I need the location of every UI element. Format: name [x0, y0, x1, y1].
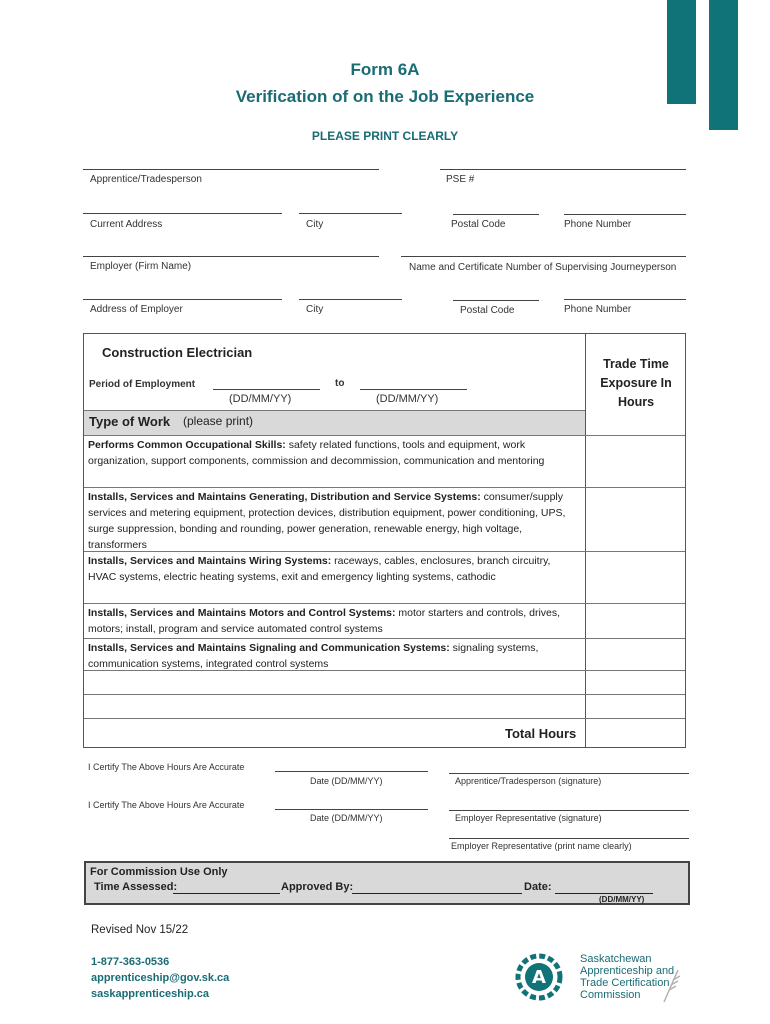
work-row-0: [84, 435, 585, 487]
wheat-logo-icon: [660, 966, 690, 1004]
work-row-2: [84, 551, 585, 603]
date1-line[interactable]: [275, 771, 428, 772]
contact-phone: 1-877-363-0536: [91, 956, 170, 968]
form-number: Form 6A: [350, 60, 420, 79]
commission-date-format: (DD/MM/YY): [599, 895, 645, 904]
current-address-label: Current Address: [90, 219, 163, 230]
supervisor-label: Name and Certificate Number of Supervising Journeyperson: [409, 262, 677, 273]
date2-label: Date (DD/MM/YY): [310, 813, 383, 823]
postal1-label: Postal Code: [451, 219, 506, 230]
hours-divider-5: [585, 670, 685, 671]
work-row-0-text: safety related functions, tools and equipment, work organization, support components, commission and decommission, communication and mentoring: [88, 439, 545, 467]
postal2-line[interactable]: [453, 300, 539, 301]
contact-website[interactable]: saskapprenticeship.ca: [91, 988, 210, 1000]
to-label: to: [335, 378, 345, 389]
apprentice-line[interactable]: [83, 169, 379, 170]
hours-divider-6: [585, 694, 685, 695]
approved-by-label: Approved By:: [281, 881, 354, 893]
total-divider: [84, 718, 685, 719]
work-row-4-title: Installs, Services and Maintains Signaling and Communication Systems:: [88, 642, 450, 654]
date2-line[interactable]: [275, 809, 428, 810]
postal1-line[interactable]: [453, 214, 539, 215]
sig2-line[interactable]: [449, 810, 689, 811]
logo-line-3: Trade Certification: [580, 977, 670, 989]
type-of-work-header: [84, 410, 585, 435]
period-start-line[interactable]: [213, 389, 320, 390]
trade-name: Construction Electrician: [102, 345, 253, 360]
work-row-1: [84, 487, 585, 551]
work-row-3-text: motor starters and controls, drives, motors; install, program and service automated control systems: [88, 607, 561, 635]
work-row-3: [84, 603, 585, 638]
apprentice-label: Apprentice/Tradesperson: [90, 174, 202, 185]
certify-statement-2: I Certify The Above Hours Are Accurate: [88, 800, 245, 810]
employer-address-line[interactable]: [83, 299, 282, 300]
time-assessed-label: Time Assessed:: [94, 881, 178, 893]
type-of-work-label: Type of Work: [89, 414, 171, 429]
commission-date-label: Date:: [524, 881, 552, 893]
print-notice: PLEASE PRINT CLEARLY: [311, 129, 459, 143]
period-label: Period of Employment: [89, 379, 196, 390]
period-end-line[interactable]: [360, 389, 467, 390]
work-row-4: [84, 638, 585, 670]
hours-divider-2: [585, 551, 685, 552]
form-title: Verification of on the Job Experience: [235, 87, 535, 106]
logo-line-2: Apprenticeship and: [580, 965, 675, 977]
total-hours-label: Total Hours: [505, 726, 577, 741]
work-row-blank-2[interactable]: [84, 694, 585, 718]
city1-line[interactable]: [299, 213, 402, 214]
city1-label: City: [306, 219, 324, 230]
city2-label: City: [306, 304, 324, 315]
work-row-4-text: signaling systems, communication systems, integrated control systems: [88, 642, 539, 670]
employer-address-label: Address of Employer: [90, 304, 183, 315]
revised-date: Revised Nov 15/22: [91, 924, 189, 936]
logo-line-1: Saskatchewan: [580, 953, 652, 965]
work-row-blank-1[interactable]: [84, 670, 585, 694]
work-row-2-title: Installs, Services and Maintains Wiring Systems:: [88, 555, 332, 567]
hours-divider-4: [585, 638, 685, 639]
pse-label: PSE #: [446, 174, 475, 185]
city2-line[interactable]: [299, 299, 402, 300]
phone2-label: Phone Number: [564, 304, 632, 315]
time-assessed-line[interactable]: [173, 893, 280, 894]
work-row-3-title: Installs, Services and Maintains Motors and Control Systems:: [88, 607, 396, 619]
phone1-label: Phone Number: [564, 219, 632, 230]
pse-line[interactable]: [440, 169, 686, 170]
certify-statement-1: I Certify The Above Hours Are Accurate: [88, 762, 245, 772]
commission-box: [84, 861, 690, 905]
supervisor-line[interactable]: [401, 256, 686, 257]
date-format-start: (DD/MM/YY): [229, 393, 292, 405]
work-row-1-title: Installs, Services and Maintains Generating, Distribution and Service Systems:: [88, 491, 481, 503]
commission-date-line[interactable]: [555, 893, 653, 894]
trade-time-header: Trade Time Exposure In Hours: [600, 357, 672, 409]
please-print-label: (please print): [183, 414, 254, 428]
print-name-line[interactable]: [449, 838, 689, 839]
hours-divider-1: [585, 487, 685, 488]
contact-email[interactable]: apprenticeship@gov.sk.ca: [91, 972, 230, 984]
phone1-line[interactable]: [564, 214, 686, 215]
current-address-line[interactable]: [83, 213, 282, 214]
work-row-2-text: raceways, cables, enclosures, branch circuitry, HVAC systems, electric heating systems, exit and emergency lighting systems, cathodic: [88, 555, 551, 583]
approved-by-line[interactable]: [352, 893, 522, 894]
logo-line-4: Commission: [580, 989, 641, 1001]
sig1-line[interactable]: [449, 773, 689, 774]
table-column-divider: [585, 333, 586, 748]
hours-divider-0: [585, 435, 685, 436]
sig1-label: Apprentice/Tradesperson (signature): [455, 776, 602, 786]
commission-title: For Commission Use Only: [90, 866, 228, 878]
print-name-label: Employer Representative (print name clearly): [451, 841, 632, 851]
sig2-label: Employer Representative (signature): [455, 813, 602, 823]
employer-line[interactable]: [83, 256, 379, 257]
work-row-0-title: Performs Common Occupational Skills:: [88, 439, 286, 451]
hours-divider-3: [585, 603, 685, 604]
date-format-end: (DD/MM/YY): [376, 393, 439, 405]
date1-label: Date (DD/MM/YY): [310, 776, 383, 786]
svg-text:A: A: [532, 967, 546, 988]
employer-label: Employer (Firm Name): [90, 261, 192, 272]
work-row-1-text: consumer/supply services and metering equipment, protection devices, distribution equipment, power conditioning, UPS, surge suppression, bonding and rounding, power generation, renewable energy, high voltage, transformers: [88, 491, 566, 551]
phone2-line[interactable]: [564, 299, 686, 300]
postal2-label: Postal Code: [460, 305, 515, 316]
commission-logo-icon: [509, 952, 573, 1002]
